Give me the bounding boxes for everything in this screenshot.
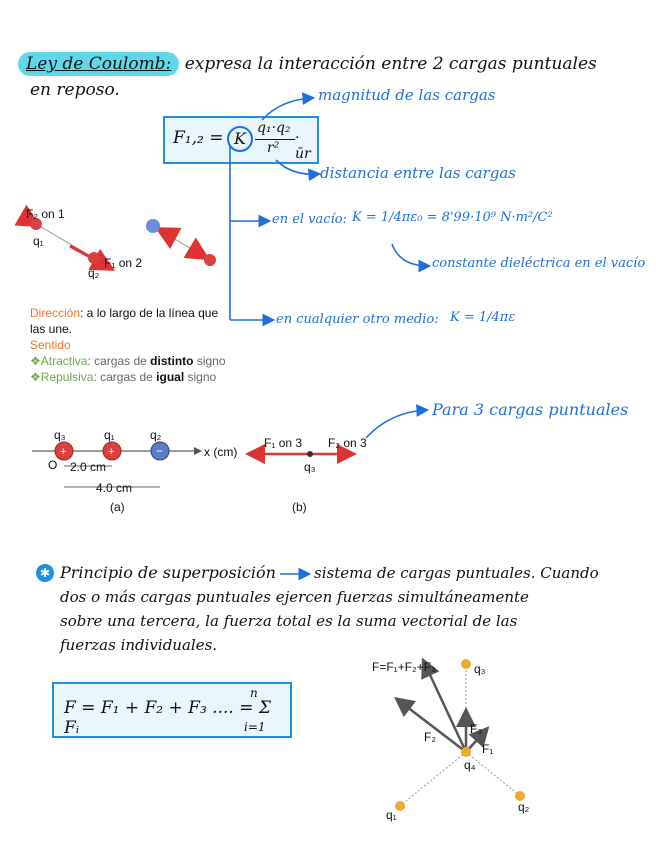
direction-text2: las une. bbox=[30, 322, 73, 336]
svg-text:+: + bbox=[108, 446, 115, 458]
attractive-bold: distinto bbox=[150, 354, 194, 368]
dielectric-note: constante dieléctrica en el vacío bbox=[432, 256, 646, 271]
sum-top: n bbox=[250, 686, 258, 700]
fig-b-f2: F₂ on 3 bbox=[328, 436, 367, 450]
formula-lhs: F₁,₂ = bbox=[173, 128, 224, 148]
svg-text:+: + bbox=[60, 446, 67, 458]
formula-unit: · ūr bbox=[295, 130, 311, 162]
fig-a-dist1: 2.0 cm bbox=[70, 460, 107, 474]
attractive-text: : cargas de bbox=[87, 354, 151, 368]
q-label-3: q₃ bbox=[474, 662, 486, 676]
vec-f2-label: F₂ bbox=[424, 730, 436, 744]
repulsive-text: : cargas de bbox=[93, 370, 157, 384]
attractive-label: ❖Atractiva bbox=[30, 354, 88, 368]
three-charges-note: Para 3 cargas puntuales bbox=[432, 400, 629, 419]
note-distance: distancia entre las cargas bbox=[320, 164, 516, 182]
other-medium-formula: K = 1/4πε bbox=[450, 310, 516, 325]
svg-text:−: − bbox=[156, 444, 164, 458]
coulomb-title: Ley de Coulomb: bbox=[18, 52, 179, 76]
note-magnitude: magnitud de las cargas bbox=[318, 86, 496, 104]
fig-top-q1: q₁ bbox=[33, 234, 44, 248]
fig-a-dist2: 4.0 cm bbox=[96, 481, 133, 495]
vec-f1-label: F₁ bbox=[482, 742, 494, 756]
fig-a-caption: (a) bbox=[110, 500, 125, 514]
repulsive-label: ❖Repulsiva bbox=[30, 370, 94, 384]
attractive-tail: signo bbox=[193, 354, 226, 368]
formula-num: q₁·q₂ bbox=[257, 120, 291, 136]
fig-top-q2: q₂ bbox=[88, 266, 100, 280]
other-medium-label: en cualquier otro medio: bbox=[276, 312, 439, 327]
charge-q2-b bbox=[204, 254, 216, 266]
fig-a-q1-label: q₁ bbox=[104, 428, 115, 442]
superposition-formula-box bbox=[52, 682, 292, 738]
vacuum-label: en el vacío: bbox=[272, 212, 347, 227]
repulsive-bold: igual bbox=[156, 370, 185, 384]
fig-b-f1: F₁ on 3 bbox=[264, 436, 303, 450]
formula-den: r² bbox=[267, 140, 280, 156]
coulomb-intro: expresa la interacción entre 2 cargas puntuales bbox=[184, 54, 597, 74]
repulsive-line bbox=[30, 370, 216, 384]
direction-label: Dirección bbox=[30, 306, 81, 320]
superposition-line4: fuerzas individuales. bbox=[60, 636, 218, 654]
fig-a-q2-label: q₂ bbox=[150, 428, 162, 442]
q-label-2: q₂ bbox=[518, 800, 530, 814]
q-label-4: q₄ bbox=[464, 758, 476, 772]
vec-total-label: F=F₁+F₂+F₃ bbox=[372, 660, 436, 674]
vacuum-formula: K = 1/4πε₀ = 8'99·10⁹ N·m²/C² bbox=[352, 210, 553, 225]
superposition-title: Principio de superposición bbox=[60, 563, 276, 582]
fig-a-origin: O bbox=[48, 458, 58, 472]
charge-q1-b bbox=[146, 219, 160, 233]
fig-a-axis-label: x (cm) bbox=[204, 445, 238, 459]
attractive-line bbox=[30, 354, 226, 368]
vec-f3-label: F₃ bbox=[470, 722, 483, 736]
f21-label: F₂ on 1 bbox=[26, 207, 65, 221]
fig-a-q3-label: q₃ bbox=[54, 428, 66, 442]
superposition-line2: dos o más cargas puntuales ejercen fuerzas simultáneamente bbox=[60, 588, 529, 606]
superposition-formula: F = F₁ + F₂ + F₃ .... = Σ Fᵢ bbox=[64, 698, 271, 738]
repulsive-tail: signo bbox=[184, 370, 217, 384]
force-arrow-b2 bbox=[190, 248, 205, 257]
direction-text: : a lo largo de la línea que bbox=[80, 306, 219, 320]
force-arrow-b1 bbox=[160, 230, 175, 238]
superposition-line3: sobre una tercera, la fuerza total es la suma vectorial de las bbox=[60, 612, 518, 630]
coulomb-intro2: en reposo. bbox=[30, 80, 120, 100]
superposition-arrow-text: sistema de cargas puntuales. Cuando bbox=[314, 564, 599, 582]
q-label-1: q₁ bbox=[386, 808, 397, 822]
sense-label: Sentido bbox=[30, 338, 71, 352]
asterisk-icon: ✱ bbox=[36, 564, 54, 582]
direction-line bbox=[30, 306, 218, 320]
sum-bottom: i=1 bbox=[244, 720, 266, 734]
fig-b-q3: q₃ bbox=[304, 460, 316, 474]
f12-label: F₁ on 2 bbox=[104, 256, 143, 270]
formula-k: K bbox=[227, 126, 253, 152]
fig-b-caption: (b) bbox=[292, 500, 307, 514]
charge-q2-a bbox=[88, 252, 100, 264]
